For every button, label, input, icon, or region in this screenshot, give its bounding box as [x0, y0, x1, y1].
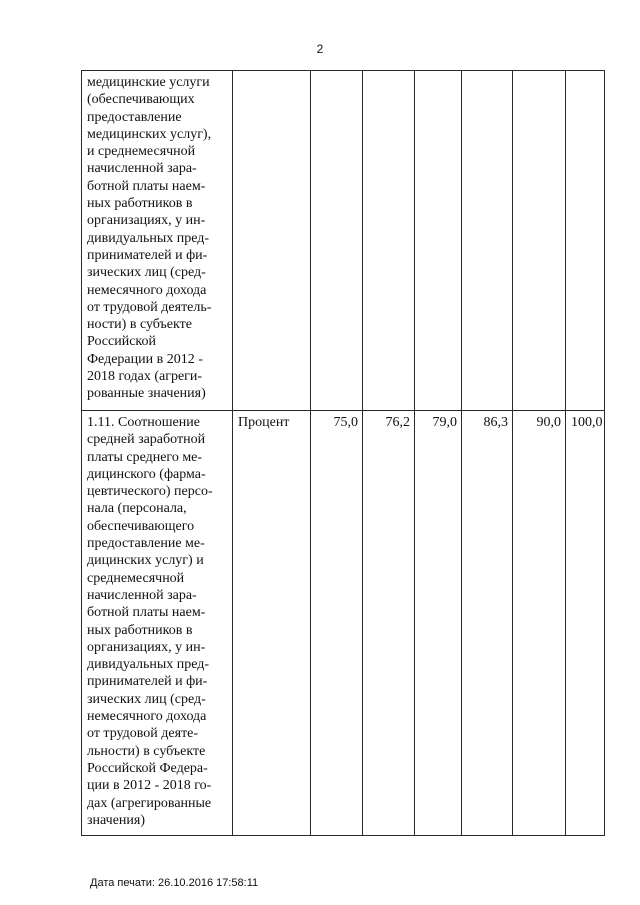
print-date: Дата печати: 26.10.2016 17:58:11 — [90, 877, 259, 889]
value-cell-2017: 90,0 — [513, 411, 566, 836]
value-cell-2017 — [513, 71, 566, 411]
value-cell-2018: 100,0 — [566, 411, 605, 836]
value-cell-2018 — [566, 71, 605, 411]
indicator-description: 1.11. Соотношение средней заработной платы среднего ме- дицинского (фарма- цевтического) персо- нала (персонала, обеспечивающего предоставление ме- дицинских услуг) и среднемесячной начисленной зара- ботной платы наем- ных работников в организациях, у ин- дивидуальных пред- принимателей и фи- зических лиц (сред- немесячного дохода от трудовой деяте- льности) в субъекте Российской Федера- ции в 2012 - 2018 го- дах (агрегированные значения) — [82, 411, 233, 836]
indicator-description: медицинские услуги (обеспечивающих предоставление медицинских услуг), и среднемесячной начисленной зара- ботной платы наем- ных работников в организациях, у ин- дивидуальных пред- принимателей и фи- зических лиц (сред- немесячного дохода от трудовой деятель- ности) в субъекте Российской Федерации в 2012 - 2018 годах (агреги- рованные значения) — [82, 71, 233, 411]
table-row — [82, 71, 605, 411]
value-cell-2016: 86,3 — [462, 411, 513, 836]
indicators-table — [81, 70, 605, 836]
value-cell-2013 — [311, 71, 363, 411]
value-cell-2015: 79,0 — [415, 411, 462, 836]
value-cell-2014 — [363, 71, 415, 411]
table-row — [82, 411, 605, 836]
unit-cell — [233, 71, 311, 411]
value-cell-2014: 76,2 — [363, 411, 415, 836]
page-number: 2 — [316, 42, 324, 56]
unit-cell: Процент — [233, 411, 311, 836]
value-cell-2013: 75,0 — [311, 411, 363, 836]
value-cell-2016 — [462, 71, 513, 411]
value-cell-2015 — [415, 71, 462, 411]
